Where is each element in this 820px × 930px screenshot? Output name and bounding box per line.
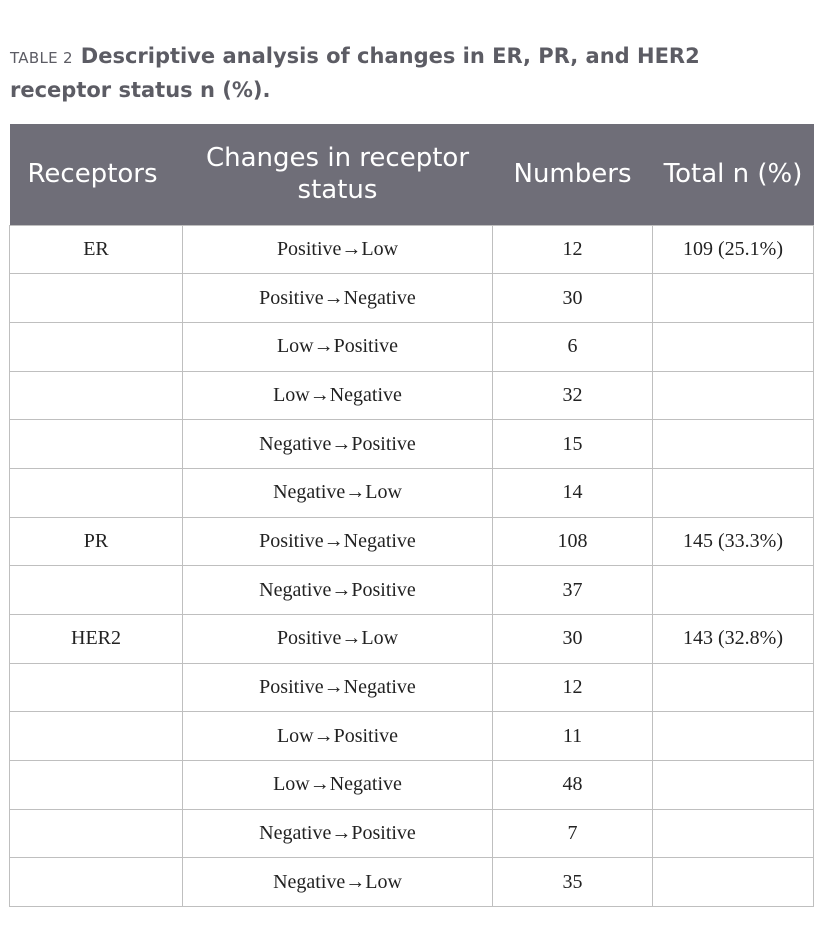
change-cell: Low→Positive	[183, 322, 493, 371]
number-cell: 35	[493, 858, 653, 907]
change-cell: Negative→Positive	[183, 420, 493, 469]
total-cell	[653, 712, 814, 761]
header-changes: Changes in receptor status	[205, 143, 470, 206]
change-cell: Positive→Negative	[183, 663, 493, 712]
change-cell: Positive→Low	[183, 615, 493, 664]
receptor-cell	[10, 468, 183, 517]
number-cell: 7	[493, 809, 653, 858]
header-total: Total n (%)	[663, 159, 803, 190]
receptor-cell	[10, 274, 183, 323]
receptor-cell	[10, 566, 183, 615]
total-cell	[653, 274, 814, 323]
table-label: TABLE 2	[10, 49, 73, 67]
receptor-cell: ER	[10, 225, 183, 274]
table-title: Descriptive analysis of changes in ER, PR, and HER2 receptor status n (%).	[10, 44, 700, 102]
receptor-status-table	[9, 124, 814, 907]
receptor-cell	[10, 858, 183, 907]
total-cell	[653, 663, 814, 712]
change-cell: Negative→Positive	[183, 809, 493, 858]
table-row	[10, 712, 814, 761]
header-row	[10, 124, 814, 225]
total-cell	[653, 858, 814, 907]
table-body	[10, 225, 814, 907]
change-cell: Positive→Low	[183, 225, 493, 274]
number-cell: 11	[493, 712, 653, 761]
table-row	[10, 809, 814, 858]
receptor-cell	[10, 663, 183, 712]
change-cell: Positive→Negative	[183, 517, 493, 566]
number-cell: 14	[493, 468, 653, 517]
total-cell	[653, 371, 814, 420]
header-numbers: Numbers	[513, 159, 632, 190]
change-cell: Low→Negative	[183, 371, 493, 420]
number-cell: 30	[493, 615, 653, 664]
table-row	[10, 225, 814, 274]
receptor-cell	[10, 420, 183, 469]
table-header	[10, 124, 814, 225]
change-cell: Low→Positive	[183, 712, 493, 761]
receptor-cell	[10, 761, 183, 810]
number-cell: 32	[493, 371, 653, 420]
receptor-cell	[10, 712, 183, 761]
number-cell: 37	[493, 566, 653, 615]
change-cell: Negative→Low	[183, 858, 493, 907]
table-row	[10, 615, 814, 664]
total-cell	[653, 322, 814, 371]
table-row	[10, 566, 814, 615]
number-cell: 12	[493, 663, 653, 712]
total-cell	[653, 468, 814, 517]
number-cell: 48	[493, 761, 653, 810]
table-row	[10, 517, 814, 566]
receptor-cell	[10, 371, 183, 420]
table-row	[10, 371, 814, 420]
change-cell: Negative→Positive	[183, 566, 493, 615]
table-row	[10, 663, 814, 712]
table-row	[10, 322, 814, 371]
table-caption	[10, 40, 800, 106]
total-cell: 143 (32.8%)	[653, 615, 814, 664]
total-cell	[653, 566, 814, 615]
table-row	[10, 761, 814, 810]
number-cell: 15	[493, 420, 653, 469]
total-cell: 145 (33.3%)	[653, 517, 814, 566]
total-cell	[653, 761, 814, 810]
number-cell: 6	[493, 322, 653, 371]
change-cell: Positive→Negative	[183, 274, 493, 323]
change-cell: Low→Negative	[183, 761, 493, 810]
total-cell: 109 (25.1%)	[653, 225, 814, 274]
change-cell: Negative→Low	[183, 468, 493, 517]
number-cell: 108	[493, 517, 653, 566]
total-cell	[653, 809, 814, 858]
receptor-cell	[10, 809, 183, 858]
header-receptors: Receptors	[27, 159, 158, 190]
total-cell	[653, 420, 814, 469]
table-row	[10, 858, 814, 907]
receptor-cell: HER2	[10, 615, 183, 664]
table-row	[10, 420, 814, 469]
number-cell: 30	[493, 274, 653, 323]
receptor-cell: PR	[10, 517, 183, 566]
number-cell: 12	[493, 225, 653, 274]
table-row	[10, 274, 814, 323]
table-row	[10, 468, 814, 517]
receptor-cell	[10, 322, 183, 371]
